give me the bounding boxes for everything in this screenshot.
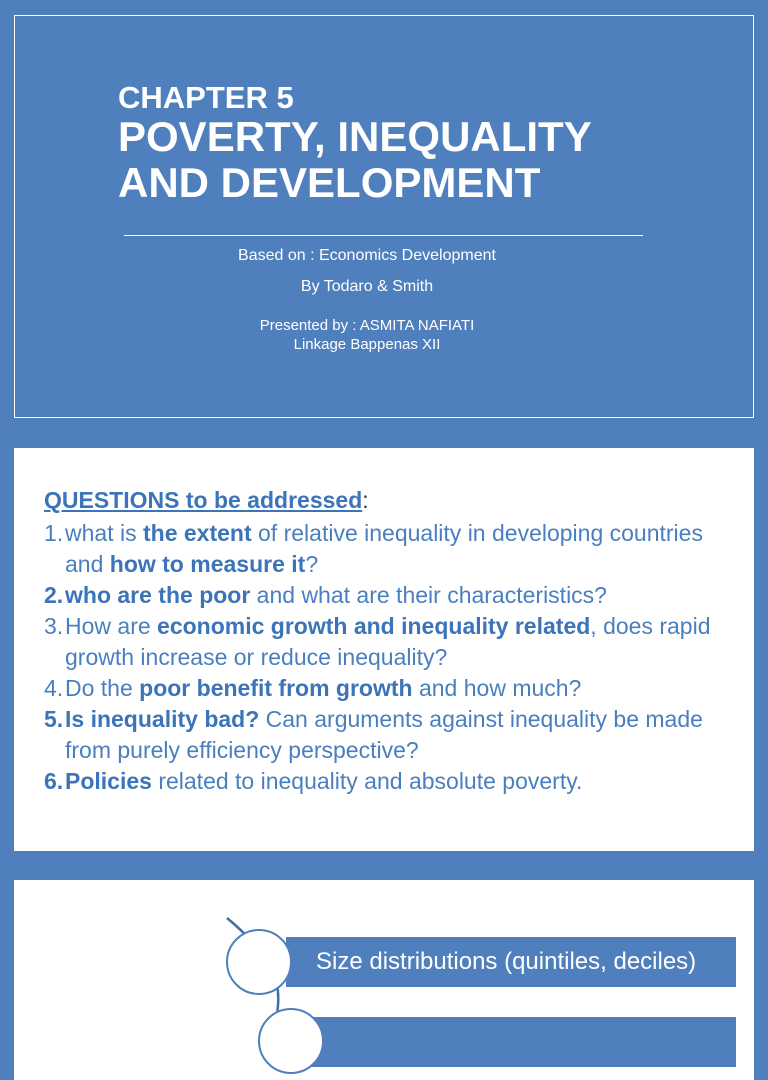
question-item <box>44 518 744 580</box>
question-text-part: Do the <box>65 675 140 701</box>
title-divider <box>124 235 643 236</box>
question-text-part: related to inequality and absolute poverty. <box>151 768 583 794</box>
chapter-label: CHAPTER 5 <box>118 80 294 115</box>
question-number: 4. <box>44 675 64 701</box>
question-item <box>44 580 744 611</box>
questions-heading <box>44 486 369 514</box>
question-number: 5. <box>44 706 64 732</box>
title-line-1: POVERTY, INEQUALITY <box>118 113 592 160</box>
question-text-part: Is inequality bad? <box>65 706 260 732</box>
question-item <box>44 611 744 673</box>
slide-frame <box>14 15 754 418</box>
size-distributions-label: Size distributions (quintiles, deciles) <box>316 948 697 975</box>
questions-list <box>44 518 744 797</box>
program-text: Linkage Bappenas XII <box>293 336 441 353</box>
question-text-part: How are <box>65 613 158 639</box>
question-text-part: how to measure it <box>109 551 306 577</box>
questions-card <box>14 448 754 851</box>
question-item <box>44 673 744 704</box>
question-number: 2. <box>44 582 64 608</box>
question-text-part: , does rapid growth increase or reduce inequality? <box>65 613 711 670</box>
authors-text: By Todaro & Smith <box>300 278 434 295</box>
question-text-part: and how much? <box>412 675 582 701</box>
title-line-2: AND DEVELOPMENT <box>118 159 541 206</box>
presenter-text: Presented by : ASMITA NAFIATI <box>259 317 475 334</box>
list-item-size-distributions <box>286 937 736 987</box>
questions-heading-text: QUESTIONS to be addressed <box>44 487 363 513</box>
questions-heading-colon: : <box>362 487 369 513</box>
question-number: 6. <box>44 768 64 794</box>
question-number: 1. <box>44 520 64 546</box>
question-text-part: economic growth and inequality related <box>157 613 591 639</box>
slide-title <box>118 114 738 206</box>
distribution-slide <box>0 864 768 1024</box>
question-text-part: and what are their characteristics? <box>250 582 607 608</box>
question-text-part: who are the poor <box>65 582 251 608</box>
bullet-circle <box>226 929 292 995</box>
question-number: 3. <box>44 613 64 639</box>
question-text-part: poor benefit from growth <box>139 675 413 701</box>
question-text-part: of relative inequality in developing countries and <box>65 520 703 577</box>
bullet-circle <box>258 1008 324 1074</box>
question-item <box>44 704 744 766</box>
based-on-text: Based on : Economics Development <box>238 247 496 264</box>
question-item <box>44 766 744 797</box>
question-text-part: Can arguments against inequality be made from purely efficiency perspective? <box>65 706 703 763</box>
questions-slide <box>0 432 768 864</box>
question-text-part: Policies <box>65 768 152 794</box>
question-text-part: the extent <box>142 520 252 546</box>
distribution-card <box>14 880 754 1080</box>
question-text-part: what is <box>65 520 143 546</box>
list-item-second <box>286 1017 736 1067</box>
question-text-part: ? <box>305 551 319 577</box>
title-slide <box>0 0 768 432</box>
